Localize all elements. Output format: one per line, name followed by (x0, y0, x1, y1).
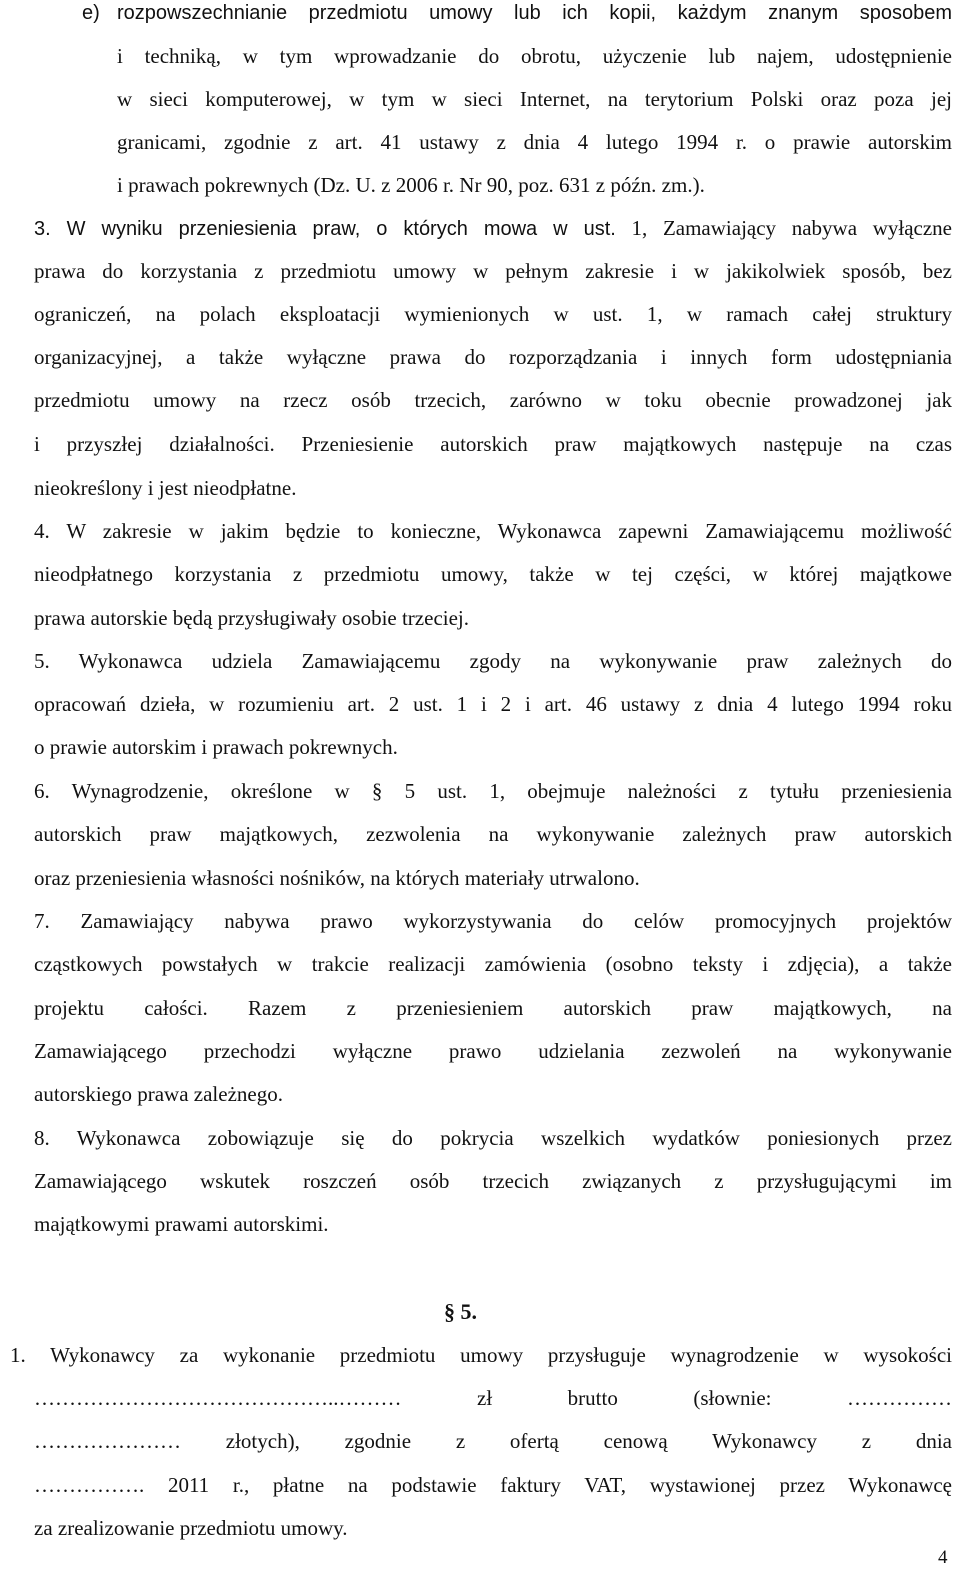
point-6-line-1: 6. Wynagrodzenie, określone w § 5 ust. 1, obejmuje należności z tytułu przeniesienia (34, 779, 952, 803)
point-3-lead-rest: 1, Zamawiający nabywa wyłączne (615, 216, 953, 240)
point-6-line-2: autorskich praw majątkowych, zezwolenia na wykonywanie zależnych praw autorskich (34, 822, 952, 846)
point-3-line-2: prawa do korzystania z przedmiotu umowy w pełnym zakresie i w jakikolwiek sposób, bez (34, 259, 952, 283)
point-7-line-1: 7. Zamawiający nabywa prawo wykorzystywania do celów promocyjnych projektów (34, 909, 952, 933)
section-heading: § 5. (444, 1299, 477, 1324)
point-5-line-1: 5. Wykonawca udziela Zamawiającemu zgody na wykonywanie praw zależnych do (34, 649, 952, 673)
item-e-line-2: i techniką, w tym wprowadzanie do obrotu, użyczenie lub najem, udostępnienie (117, 44, 952, 68)
item-e-line-5: i prawach pokrewnych (Dz. U. z 2006 r. Nr 90, poz. 631 z późn. zm.). (117, 173, 705, 197)
section-point-1-line-5: za zrealizowanie przedmiotu umowy. (34, 1516, 348, 1540)
point-3-lead-text: 3. W wyniku przeniesienia praw, o których mowa w ust. (34, 218, 616, 240)
point-8-line-3: majątkowymi prawami autorskimi. (34, 1212, 329, 1236)
section-point-1-line-4: ……………. 2011 r., płatne na podstawie faktury VAT, wystawionej przez Wykonawcę (34, 1473, 952, 1497)
point-5-line-3: o prawie autorskim i prawach pokrewnych. (34, 735, 398, 759)
point-3-line-6: i przyszłej działalności. Przeniesienie autorskich praw majątkowych następuje na czas (34, 432, 952, 456)
point-4-line-1: 4. W zakresie w jakim będzie to konieczne, Wykonawca zapewni Zamawiającemu możliwość (34, 519, 952, 543)
point-5-line-2: opracowań dzieła, w rozumieniu art. 2 ust. 1 i 2 i art. 46 ustawy z dnia 4 lutego 1994 roku (34, 692, 952, 716)
point-4-line-2: nieodpłatnego korzystania z przedmiotu umowy, także w tej części, w której majątkowe (34, 562, 952, 586)
point-8-line-2: Zamawiającego wskutek roszczeń osób trzecich związanych z przysługującymi im (34, 1169, 952, 1193)
point-6-line-3: oraz przeniesienia własności nośników, na których materiały utrwalono. (34, 866, 640, 890)
section-point-1-line-2: ……………………………………..……… zł brutto (słownie: …………… (34, 1386, 952, 1410)
point-3-line-1 (34, 215, 952, 241)
item-e-label: e) (82, 2, 100, 24)
item-e-line-4: granicami, zgodnie z art. 41 ustawy z dnia 4 lutego 1994 r. o prawie autorskim (117, 130, 952, 154)
point-4-line-3: prawa autorskie będą przysługiwały osobie trzeciej. (34, 606, 470, 630)
point-3-line-7: nieokreślony i jest nieodpłatne. (34, 476, 297, 500)
point-3-line-5: przedmiotu umowy na rzecz osób trzecich, zarówno w toku obecnie prowadzonej jak (34, 388, 952, 412)
section-point-1-line-3: ………………… złotych), zgodnie z ofertą cenową Wykonawcy z dnia (34, 1429, 952, 1453)
point-3-line-3: ograniczeń, na polach eksploatacji wymienionych w ust. 1, w ramach całej struktury (34, 302, 952, 326)
point-7-line-2: cząstkowych powstałych w trakcie realizacji zamówienia (osobno teksty i zdjęcia), a także (34, 952, 952, 976)
item-e-line-1: rozpowszechnianie przedmiotu umowy lub ich kopii, każdym znanym sposobem (117, 2, 952, 24)
point-8-line-1: 8. Wykonawca zobowiązuje się do pokrycia wszelkich wydatków poniesionych przez (34, 1126, 952, 1150)
point-3-line-4: organizacyjnej, a także wyłączne prawa do rozporządzania i innych form udostępniania (34, 345, 952, 369)
point-7-line-4: Zamawiającego przechodzi wyłączne prawo udzielania zezwoleń na wykonywanie (34, 1039, 952, 1063)
section-point-1-line-1: 1. Wykonawcy za wykonanie przedmiotu umowy przysługuje wynagrodzenie w wysokości (10, 1343, 952, 1367)
item-e-line-3: w sieci komputerowej, w tym w sieci Internet, na terytorium Polski oraz poza jej (117, 87, 952, 111)
page-number: 4 (938, 1547, 948, 1568)
point-7-line-5: autorskiego prawa zależnego. (34, 1082, 283, 1106)
point-7-line-3: projektu całości. Razem z przeniesieniem autorskich praw majątkowych, na (34, 996, 952, 1020)
